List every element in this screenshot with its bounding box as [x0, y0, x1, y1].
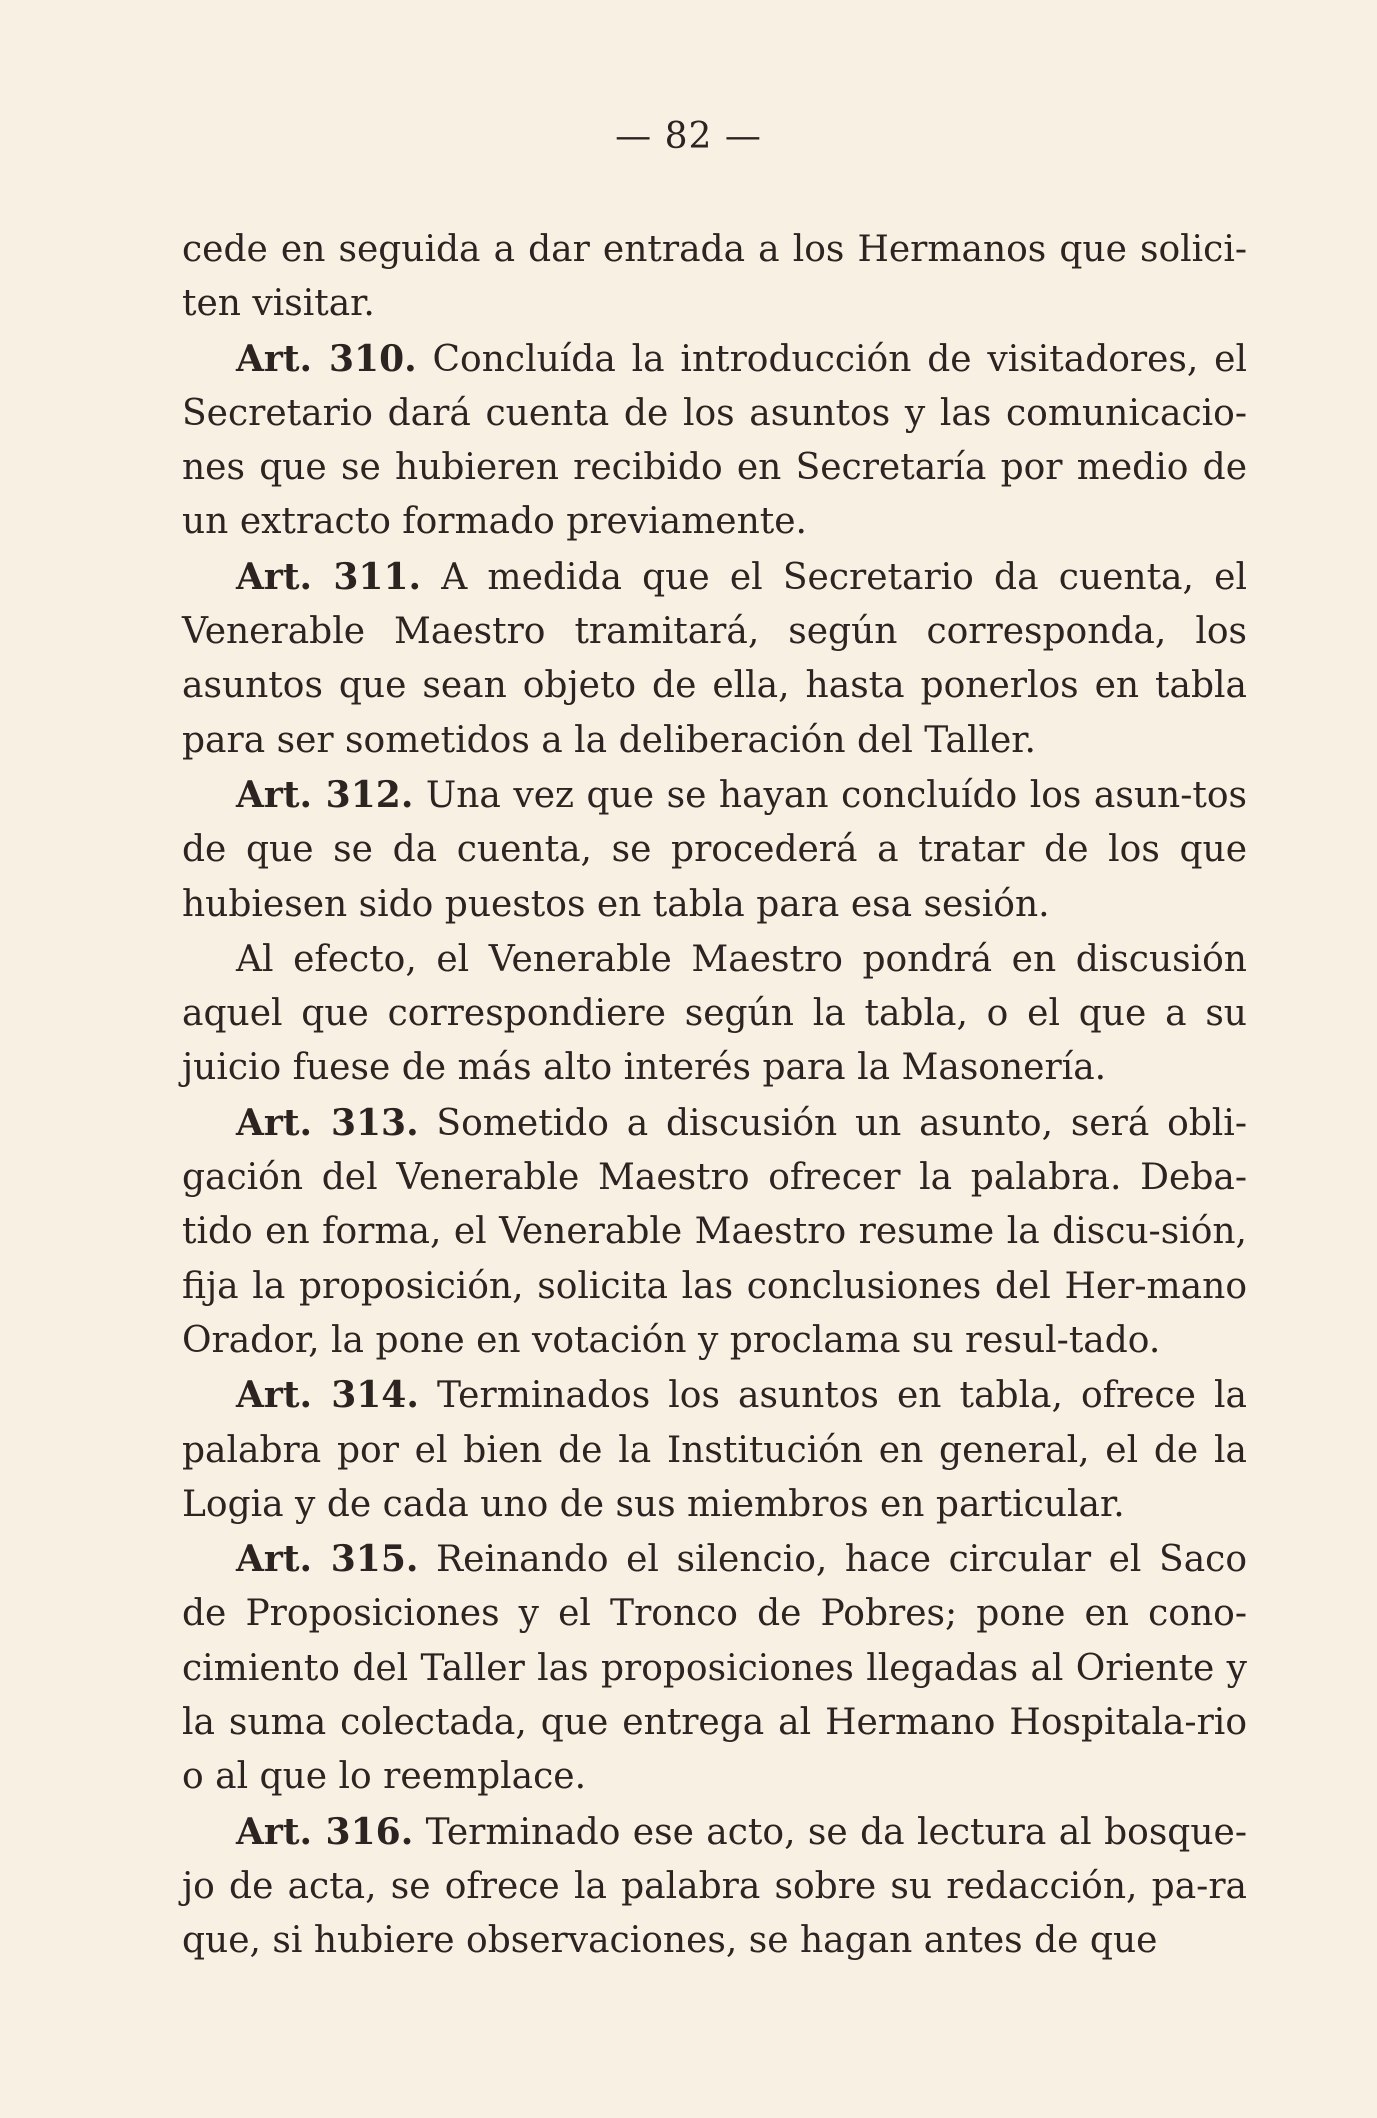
paragraph	[182, 1368, 1247, 1532]
body-text	[182, 222, 1247, 1969]
paragraph-text: Concluída la introducción de visitadores, el Secretario dará cuenta de los asuntos y las comunicacio-nes que se hubieren recibido en Secretaría por medio de un extracto formado previamente.	[182, 338, 1247, 543]
paragraph-text: Sometido a discusión un asunto, será obli-gación del Venerable Maestro ofrecer la palabra. Deba-tido en forma, el Venerable Maestro resume la discu-sión, fija la proposición, solicita las conclusiones del Her-mano Orador, la pone en votación y proclama su resul-tado.	[182, 1102, 1247, 1361]
paragraph	[182, 1096, 1247, 1368]
page-number: — 82 —	[615, 116, 762, 157]
paragraph	[182, 222, 1247, 332]
paragraph-text: Una vez que se hayan concluído los asun-tos de que se da cuenta, se procederá a tratar de los que hubiesen sido puestos en tabla para esa sesión.	[182, 774, 1247, 925]
article-label: Art. 310.	[236, 337, 417, 380]
article-label: Art. 316.	[236, 1810, 414, 1853]
paragraph	[182, 550, 1247, 768]
paragraph	[182, 768, 1247, 932]
paragraph-text: A medida que el Secretario da cuenta, el Venerable Maestro tramitará, según corresponda, los asuntos que sean objeto de ella, hasta ponerlos en tabla para ser sometidos a la deliberación del Taller.	[182, 556, 1247, 761]
article-label: Art. 312.	[236, 773, 414, 816]
paragraph	[182, 932, 1247, 1096]
paragraph-text: cede en seguida a dar entrada a los Hermanos que solici-ten visitar.	[182, 229, 1247, 325]
article-label: Art. 313.	[236, 1101, 419, 1144]
paragraph-text: Reinando el silencio, hace circular el Saco de Proposiciones y el Tronco de Pobres; pone en cono-cimiento del Taller las proposiciones llegadas al Oriente y la suma colectada, que entrega al Hermano Hospitala-rio o al que lo reemplace.	[182, 1539, 1247, 1798]
article-label: Art. 314.	[236, 1374, 419, 1417]
paragraph-text: Al efecto, el Venerable Maestro pondrá en discusión aquel que correspondiere según la tabla, o el que a su juicio fuese de más alto interés para la Masonería.	[182, 938, 1247, 1089]
paragraph-text: Terminados los asuntos en tabla, ofrece la palabra por el bien de la Institución en general, el de la Logia y de cada uno de sus miembros en particular.	[182, 1375, 1247, 1525]
paragraph-text: Terminado ese acto, se da lectura al bosque-jo de acta, se ofrece la palabra sobre su redacción, pa-ra que, si hubiere observaciones, se hagan antes de que	[182, 1811, 1247, 1962]
paragraph	[182, 1532, 1247, 1804]
article-label: Art. 315.	[236, 1538, 419, 1581]
paragraph	[182, 1805, 1247, 1969]
article-label: Art. 311.	[236, 555, 422, 598]
paragraph	[182, 332, 1247, 550]
